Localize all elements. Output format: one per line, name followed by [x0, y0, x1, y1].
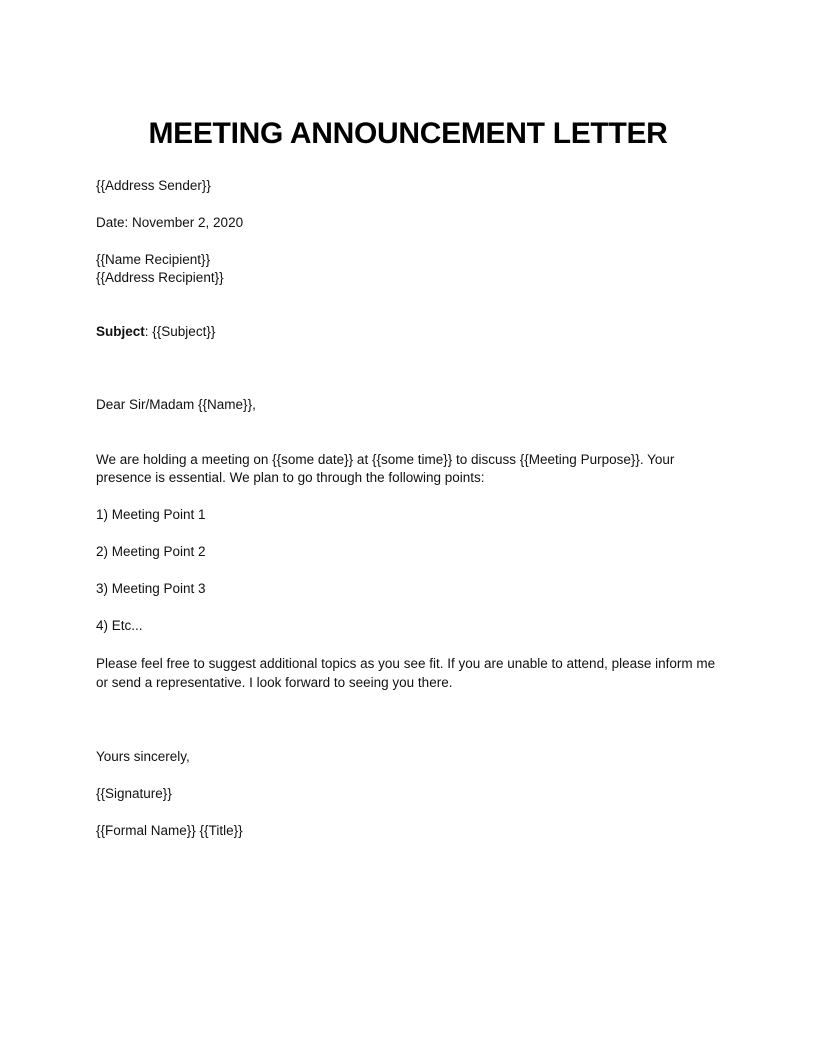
formal-name-title: {{Formal Name}} {{Title}} [96, 823, 243, 838]
closing-paragraph-line-1: Please feel free to suggest additional topics as you see fit. If you are unable to attend, please inform me [96, 656, 716, 671]
intro-paragraph-line-2: presence is essential. We plan to go through the following points: [96, 470, 485, 485]
recipient-name: {{Name Recipient}} [96, 252, 211, 267]
intro-paragraph-line-1: We are holding a meeting on {{some date}} at {{some time}} to discuss {{Meeting Purpose}}. Your [96, 452, 675, 467]
meeting-point-1: 1) Meeting Point 1 [96, 507, 206, 522]
meeting-point-etc: 4) Etc... [96, 618, 143, 633]
recipient-address: {{Address Recipient}} [96, 270, 224, 285]
letter-title: MEETING ANNOUNCEMENT LETTER [148, 117, 668, 150]
subject-label: Subject [96, 324, 145, 339]
signature: {{Signature}} [96, 786, 172, 801]
closing-paragraph-line-2: or send a representative. I look forward to seeing you there. [96, 675, 453, 690]
meeting-point-3: 3) Meeting Point 3 [96, 581, 206, 596]
sender-address: {{Address Sender}} [96, 178, 211, 193]
sign-off: Yours sincerely, [96, 749, 190, 764]
letter-date: Date: November 2, 2020 [96, 215, 244, 230]
subject-line [96, 323, 215, 341]
subject-value: : {{Subject}} [144, 324, 216, 339]
salutation: Dear Sir/Madam {{Name}}, [96, 397, 256, 412]
meeting-point-2: 2) Meeting Point 2 [96, 544, 206, 559]
